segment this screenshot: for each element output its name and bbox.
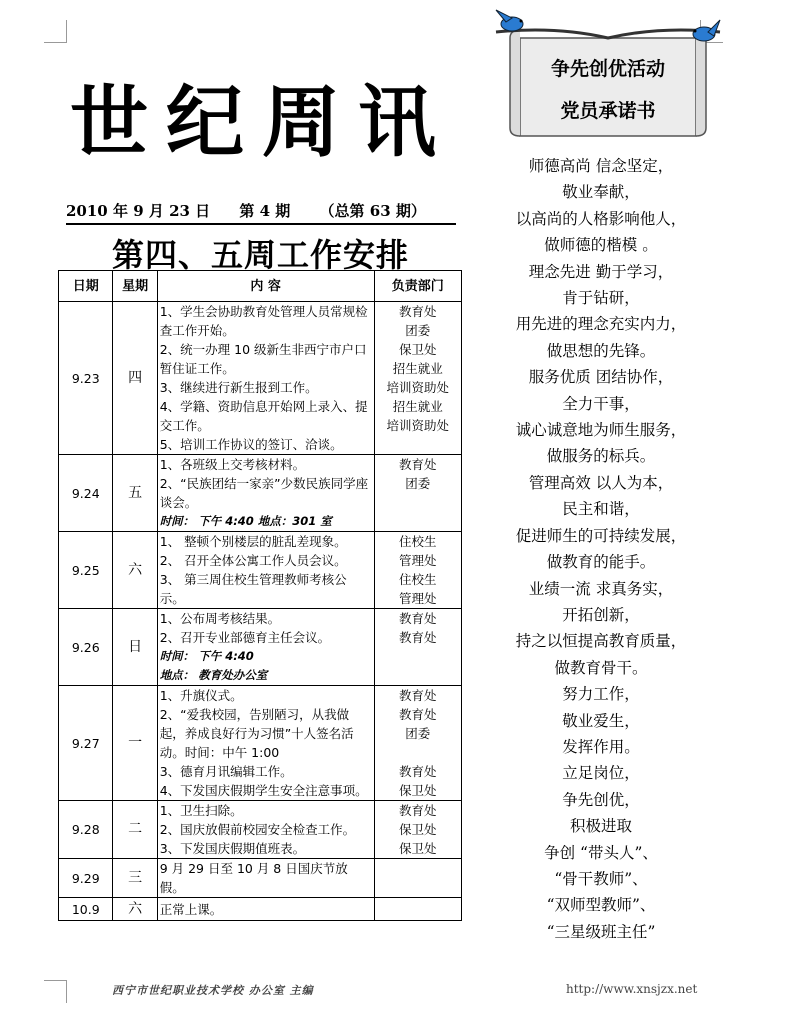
table-header-row bbox=[59, 271, 462, 302]
content-item: 4、学籍、资助信息开始网上录入、提交工作。 bbox=[159, 399, 368, 433]
department-name: 保卫处 bbox=[399, 822, 437, 837]
department-name: 教育处 bbox=[399, 304, 437, 319]
pledge-line: 敬业奉献， bbox=[562, 183, 640, 202]
content-item: 3、继续进行新生报到工作。 bbox=[159, 380, 318, 395]
table-row bbox=[59, 532, 462, 609]
row-weekday: 三 bbox=[113, 859, 157, 898]
row-content bbox=[157, 859, 374, 898]
department-name: 管理处 bbox=[399, 553, 437, 568]
pledge-text bbox=[492, 153, 710, 945]
row-date: 9.26 bbox=[59, 609, 113, 686]
header-day: 星期 bbox=[113, 271, 157, 302]
department-name: 保卫处 bbox=[399, 783, 437, 798]
row-date: 9.28 bbox=[59, 801, 113, 859]
content-item: 1、 整顿个别楼层的脏乱差现象。 bbox=[159, 534, 347, 549]
content-item: 1、公布周考核结果。 bbox=[159, 611, 281, 626]
pledge-line: 理念先进 勤于学习， bbox=[528, 262, 674, 281]
department-name: 培训资助处 bbox=[386, 418, 450, 433]
header-content: 内 容 bbox=[157, 271, 374, 302]
scroll-roll-left bbox=[510, 30, 520, 136]
content-item: 2、 召开全体公寓工作人员会议。 bbox=[159, 553, 347, 568]
department-name: 教育处 bbox=[399, 611, 437, 626]
row-content bbox=[157, 898, 374, 921]
bird-right-icon bbox=[693, 20, 720, 41]
content-item: 4、下发国庆假期学生安全注意事项。 bbox=[159, 783, 368, 798]
pledge-line: 持之以恒提高教育质量， bbox=[515, 632, 687, 651]
banner-ribbon bbox=[496, 30, 720, 38]
pledge-line: 肯于钻研， bbox=[562, 289, 640, 308]
content-item: 3、下发国庆假期值班表。 bbox=[159, 841, 306, 856]
row-department bbox=[374, 455, 461, 532]
department-name: 教育处 bbox=[399, 764, 437, 779]
dateline bbox=[66, 200, 456, 225]
pledge-line: “双师型教师”、 bbox=[546, 896, 656, 915]
pledge-line: 努力工作， bbox=[562, 685, 640, 704]
department-name: 培训资助处 bbox=[386, 380, 450, 395]
banner-subtitle: 党员承诺书 bbox=[560, 100, 656, 122]
content-item: 2、国庆放假前校园安全检查工作。 bbox=[159, 822, 356, 837]
row-department bbox=[374, 609, 461, 686]
row-weekday: 二 bbox=[113, 801, 157, 859]
pledge-line: 做师德的楷模 。 bbox=[544, 236, 658, 255]
pledge-line: 全力干事， bbox=[562, 394, 640, 413]
pledge-line: 以高尚的人格影响他人， bbox=[515, 209, 687, 228]
content-note: 时间： 下午 4:40 bbox=[159, 649, 254, 663]
row-date: 10.9 bbox=[59, 898, 113, 921]
pledge-line: 师德高尚 信念坚定， bbox=[528, 157, 674, 175]
pledge-line: 发挥作用。 bbox=[562, 737, 640, 756]
pledge-line: 争先创优， bbox=[562, 790, 640, 809]
table-row bbox=[59, 302, 462, 455]
row-weekday: 六 bbox=[113, 898, 157, 921]
row-content bbox=[157, 302, 374, 455]
pledge-line: 民主和谐， bbox=[562, 500, 640, 519]
department-name: 管理处 bbox=[399, 591, 437, 606]
footer-url[interactable]: http://www.xnsjzx.net bbox=[566, 982, 698, 996]
content-item: 5、培训工作协议的签订、洽谈。 bbox=[159, 437, 343, 452]
content-item: 2、召开专业部德育主任会议。 bbox=[159, 630, 331, 645]
pledge-line: 做教育的能手。 bbox=[546, 553, 656, 572]
department-name: 住校生 bbox=[399, 572, 437, 587]
row-content bbox=[157, 532, 374, 609]
issue-total: （总第 63 期） bbox=[319, 202, 426, 220]
content-item: 2、统一办理 10 级新生非西宁市户口暂住证工作。 bbox=[159, 342, 367, 376]
department-name: 教育处 bbox=[399, 630, 437, 645]
scroll-roll-right bbox=[696, 30, 706, 136]
table-row bbox=[59, 609, 462, 686]
row-department bbox=[374, 532, 461, 609]
footer-editor: 西宁市世纪职业技术学校 办公室 主编 bbox=[112, 984, 314, 997]
pledge-line: 敬业爱生， bbox=[562, 711, 640, 730]
pledge-line: 争创 “带头人”、 bbox=[544, 843, 658, 862]
department-name: 招生就业 bbox=[392, 399, 443, 414]
content-item: 2、“爱我校园，告别陋习，从我做起，养成良好行为习惯”十人签名活动。时间：中午 1:00 bbox=[159, 707, 354, 760]
content-item: 3、 第三周住校生管理教师考核公示。 bbox=[159, 572, 347, 606]
schedule-title: 第四、五周工作安排 bbox=[112, 236, 410, 274]
row-weekday: 一 bbox=[113, 686, 157, 801]
row-date: 9.29 bbox=[59, 859, 113, 898]
header-date: 日期 bbox=[59, 271, 113, 302]
pledge-line: 用先进的理念充实内力， bbox=[515, 315, 687, 334]
content-item: 正常上课。 bbox=[159, 901, 223, 917]
table-row bbox=[59, 898, 462, 921]
row-date: 9.27 bbox=[59, 686, 113, 801]
content-item: 1、卫生扫除。 bbox=[159, 803, 243, 818]
issue-number: 第 4 期 bbox=[239, 202, 291, 220]
pledge-line: 管理高效 以人为本， bbox=[528, 473, 674, 492]
content-item: 1、各班级上交考核材料。 bbox=[159, 457, 306, 472]
content-item: 1、升旗仪式。 bbox=[159, 688, 243, 703]
department-name: 教育处 bbox=[399, 707, 437, 722]
row-department bbox=[374, 859, 461, 898]
row-department bbox=[374, 302, 461, 455]
pledge-line: 开拓创新， bbox=[562, 605, 640, 624]
department-name: 保卫处 bbox=[399, 841, 437, 856]
department-name: 团委 bbox=[405, 726, 431, 741]
row-weekday: 四 bbox=[113, 302, 157, 455]
row-weekday: 日 bbox=[113, 609, 157, 686]
crop-mark-top-left bbox=[44, 20, 67, 43]
row-department bbox=[374, 898, 461, 921]
table-row bbox=[59, 859, 462, 898]
pledge-line: 做服务的标兵。 bbox=[546, 447, 656, 466]
department-name: 招生就业 bbox=[392, 361, 443, 376]
department-name: 团委 bbox=[405, 323, 431, 338]
content-note: 地点： 教育处办公室 bbox=[159, 668, 268, 682]
masthead: 世纪周讯 bbox=[70, 77, 455, 168]
department-gap bbox=[377, 743, 459, 762]
table-row bbox=[59, 455, 462, 532]
row-date: 9.23 bbox=[59, 302, 113, 455]
row-date: 9.24 bbox=[59, 455, 113, 532]
row-department bbox=[374, 801, 461, 859]
pledge-line: 积极进取 bbox=[569, 817, 632, 836]
department-name: 教育处 bbox=[399, 803, 437, 818]
row-content bbox=[157, 686, 374, 801]
row-content bbox=[157, 801, 374, 859]
content-item: 2、“民族团结一家亲”少数民族同学座谈会。 bbox=[159, 476, 369, 510]
row-content bbox=[157, 455, 374, 532]
content-item: 1、学生会协助教育处管理人员常规检查工作开始。 bbox=[159, 304, 368, 338]
department-name: 住校生 bbox=[399, 534, 437, 549]
schedule-table bbox=[58, 270, 462, 921]
pledge-line: 业绩一流 求真务实， bbox=[528, 579, 674, 598]
content-item: 3、德育月讯编辑工作。 bbox=[159, 764, 293, 779]
row-content bbox=[157, 609, 374, 686]
row-department bbox=[374, 686, 461, 801]
schedule-body bbox=[59, 302, 462, 921]
pledge-line: 做思想的先锋。 bbox=[546, 341, 656, 360]
content-note: 时间： 下午 4:40 地点：301 室 bbox=[159, 514, 332, 528]
pledge-line: 立足岗位， bbox=[562, 764, 640, 783]
pledge-line: “骨干教师”、 bbox=[554, 869, 648, 888]
pledge-line: 服务优质 团结协作， bbox=[528, 368, 674, 387]
crop-mark-bottom-left bbox=[44, 980, 67, 1003]
banner-title: 争先创优活动 bbox=[550, 58, 665, 80]
table-row bbox=[59, 801, 462, 859]
issue-date: 2010 年 9 月 23 日 bbox=[66, 202, 211, 220]
department-name: 教育处 bbox=[399, 688, 437, 703]
header-dept: 负责部门 bbox=[374, 271, 461, 302]
department-name: 教育处 bbox=[399, 457, 437, 472]
pledge-line: 促进师生的可持续发展， bbox=[515, 526, 687, 545]
pledge-line: 诚心诚意地为师生服务， bbox=[515, 421, 687, 440]
row-weekday: 五 bbox=[113, 455, 157, 532]
content-item: 9 月 29 日至 10 月 8 日国庆节放假。 bbox=[159, 861, 348, 895]
pledge-line: 做教育骨干。 bbox=[554, 658, 648, 677]
department-name: 团委 bbox=[405, 476, 431, 491]
bird-left-icon bbox=[496, 10, 523, 31]
table-row bbox=[59, 686, 462, 801]
row-date: 9.25 bbox=[59, 532, 113, 609]
department-name: 保卫处 bbox=[399, 342, 437, 357]
row-weekday: 六 bbox=[113, 532, 157, 609]
pledge-line: “三星级班主任” bbox=[546, 922, 656, 941]
